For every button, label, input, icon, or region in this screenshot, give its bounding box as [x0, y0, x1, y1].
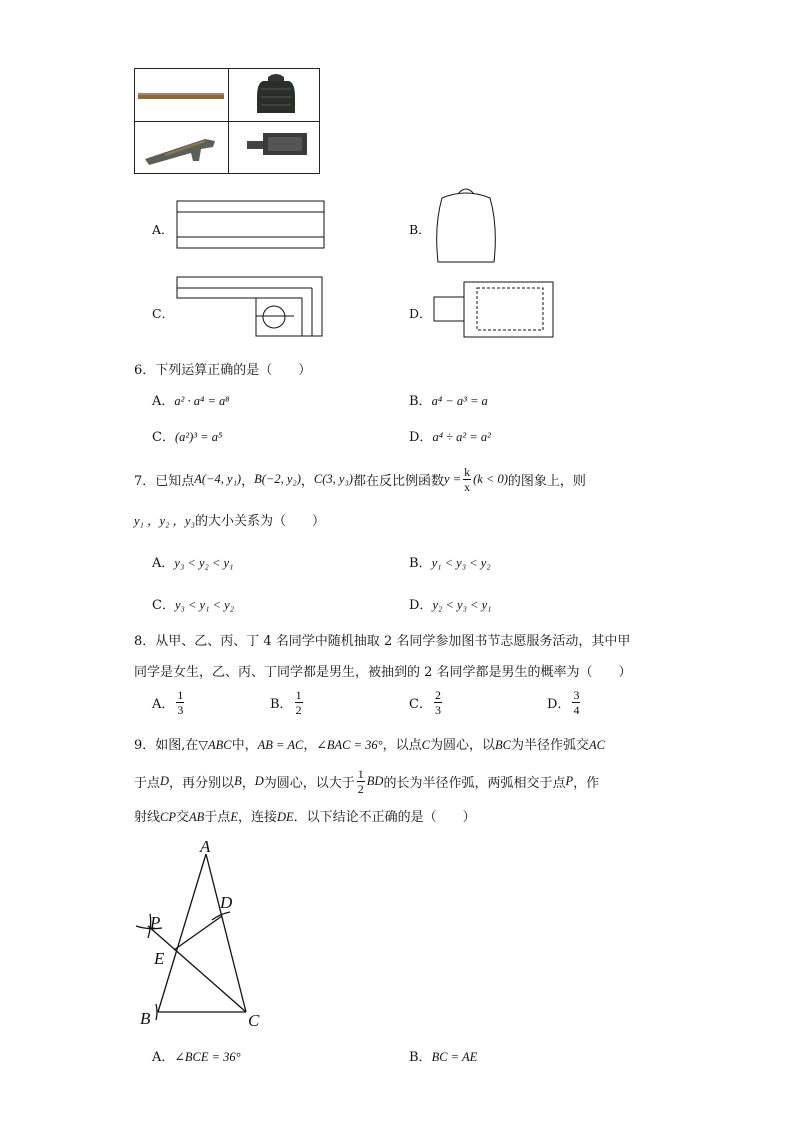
q7-stem-line1: 7．已知点 A(−4, y₁) ， B(−2, y₂) ， C(3, y₃) 都在反比例函数 y = $\frac{k}{x}$ (k < 0) 的图象上，则 [134, 465, 586, 494]
q9-triangle-figure [128, 832, 268, 1037]
q8-stem-line2: 同学是女生，乙、丙、丁同学都是男生，被抽到的 2 名同学都是男生的概率为（ ） [134, 665, 632, 680]
photo-images [135, 69, 319, 173]
vertex-d-label: D [220, 893, 233, 912]
q7-option-c: C．y₃ < y₁ < y₂ [152, 598, 235, 613]
q5-option-d-label: D． [409, 306, 432, 321]
q6-option-a: A．a² · a⁴ = a⁸ [152, 394, 230, 409]
photo-square [145, 139, 215, 165]
q5-option-b-figure [432, 186, 502, 266]
q6-option-c: C．(a²)³ = a⁵ [152, 430, 223, 445]
vertex-p-label: P [150, 913, 161, 932]
q6-option-b: B．a⁴ − a³ = a [409, 394, 488, 409]
segment-de [174, 916, 222, 950]
q7-option-b: B．y₁ < y₃ < y₂ [409, 556, 491, 571]
photo-bell [257, 74, 295, 113]
vertex-b-label: B [140, 1009, 151, 1028]
q5-option-b-label: B． [409, 222, 431, 237]
q9-stem-line1: 9．如图,在▽ABC中，AB = AC，∠BAC = 36°，以点C为圆心，以BC为半径作弧交AC [134, 738, 606, 753]
q9-stem-line2: 于点 D ，再分别以 B ， D 为圆心，以大于 $\frac{1}{2}$ BD 的长为半径作弧，两弧相交于点 P ，作 [134, 767, 600, 796]
q5-option-a-figure [176, 200, 326, 250]
ray-cp [148, 926, 246, 1012]
q6-option-d: D．a⁴ ÷ a² = a² [409, 430, 491, 445]
q8-option-d: D． $\frac{3}{4}$ [547, 688, 580, 717]
photo-stick [138, 93, 224, 99]
q5-option-d-figure [432, 280, 556, 340]
q9-option-b: B．BC = AE [409, 1050, 478, 1065]
q5-option-c-label: C． [152, 306, 175, 321]
vertex-c-label: C [248, 1011, 260, 1030]
q8-option-a: A． $\frac{1}{3}$ [152, 688, 184, 717]
q7-stem-line2: y₁ ，y₂ ，y₃的大小关系为（ ） [134, 514, 325, 529]
q5-option-a-label: A． [152, 222, 174, 237]
segment-ac [206, 854, 246, 1012]
photo-pan [247, 133, 307, 155]
q8-option-b: B． $\frac{1}{2}$ [270, 688, 302, 717]
q8-stem-line1: 8．从甲、乙、丙、丁 4 名同学中随机抽取 2 名同学参加图书节志愿服务活动，其中甲 [134, 634, 631, 649]
q8-option-c: C． $\frac{2}{3}$ [409, 688, 441, 717]
vertex-e-label: E [154, 949, 165, 968]
q9-option-a: A．∠BCE = 36° [152, 1050, 241, 1065]
vertex-a-label: A [200, 837, 211, 856]
q7-option-d: D．y₂ < y₃ < y₁ [409, 598, 492, 613]
q9-stem-line3: 射线CP交AB于点E，连接DE．以下结论不正确的是（ ） [134, 810, 476, 825]
arc-at-b [156, 1004, 157, 1020]
q5-option-c-figure [176, 276, 326, 338]
q7-fraction: $\frac{k}{x}$ [464, 465, 471, 494]
photo-table [134, 68, 320, 174]
q6-stem: 6．下列运算正确的是（ ） [134, 363, 312, 378]
q7-option-a: A．y₃ < y₂ < y₁ [152, 556, 234, 571]
